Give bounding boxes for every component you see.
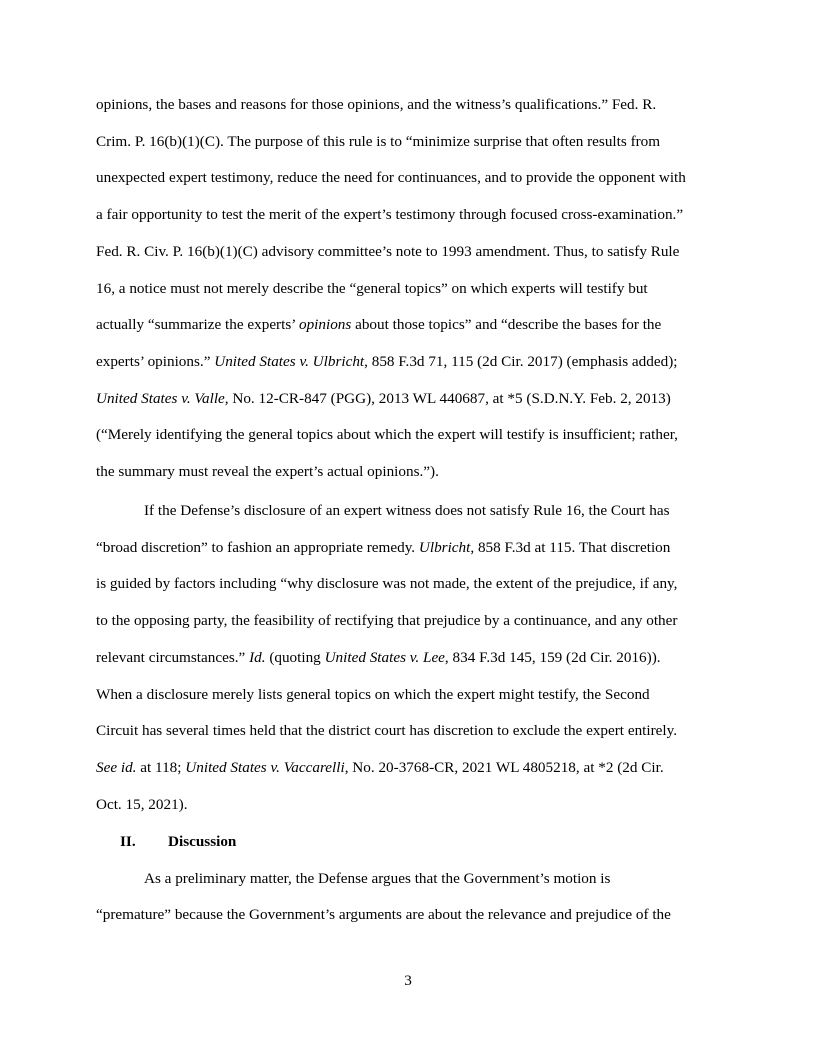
text-line (96, 575, 677, 593)
text-run: is guided by factors including “why disclosure was not made, the extent of the prejudice, if any, (96, 575, 678, 592)
italic-citation: Id. (249, 649, 266, 666)
text-line (96, 796, 188, 814)
text-line (144, 502, 670, 520)
text-line (96, 96, 656, 114)
text-line (96, 243, 679, 261)
text-run: unexpected expert testimony, reduce the need for continuances, and to provide the opponent with (96, 169, 686, 186)
text-line (96, 539, 670, 557)
text-run: 16, a notice must not merely describe the “general topics” on which experts will testify but (96, 280, 648, 297)
text-run: experts’ opinions.” (96, 353, 215, 370)
text-run: , No. 12-CR-847 (PGG), 2013 WL 440687, at *5 (S.D.N.Y. Feb. 2, 2013) (224, 390, 671, 407)
text-run: Fed. R. Civ. P. 16(b)(1)(C) advisory committee’s note to 1993 amendment. Thus, to satisfy Rule (96, 243, 680, 260)
text-line (96, 169, 686, 187)
italic-citation: Ulbricht (418, 539, 471, 556)
text-run: As a preliminary matter, the Defense argues that the Government’s motion is (144, 870, 611, 887)
text-run: about those topics” and “describe the bases for the (351, 316, 662, 333)
text-run: (quoting (265, 649, 325, 666)
text-line (96, 353, 677, 371)
text-run: Crim. P. 16(b)(1)(C). The purpose of this rule is to “minimize surprise that often results from (96, 133, 661, 150)
text-run: “premature” because the Government’s arguments are about the relevance and prejudice of the (96, 906, 671, 923)
italic-citation: United States v. Valle (96, 390, 225, 407)
section-number: II. (120, 833, 136, 850)
text-line (96, 280, 648, 298)
text-run: (“Merely identifying the general topics about which the expert will testify is insufficient; rather, (96, 426, 678, 443)
text-line (144, 870, 610, 888)
italic-citation: United States v. Vaccarelli (185, 759, 345, 776)
italic-citation: See id. (96, 759, 137, 776)
text-run: When a disclosure merely lists general topics on which the expert might testify, the Second (96, 686, 650, 703)
text-run: a fair opportunity to test the merit of the expert’s testimony through focused cross-examination.” (96, 206, 684, 223)
text-run: the summary must reveal the expert’s actual opinions.”). (96, 463, 439, 480)
text-line (96, 906, 671, 924)
text-run: If the Defense’s disclosure of an expert witness does not satisfy Rule 16, the Court has (144, 502, 670, 519)
text-run: at 118; (136, 759, 186, 776)
text-line (96, 426, 678, 444)
section-title: Discussion (168, 833, 237, 850)
text-line (96, 759, 664, 777)
text-run: Circuit has several times held that the district court has discretion to exclude the expert entirely. (96, 722, 678, 739)
italic-citation: United States v. Lee (324, 649, 445, 666)
text-run: Oct. 15, 2021). (96, 796, 188, 813)
text-run: relevant circumstances.” (96, 649, 250, 666)
text-run: actually “summarize the experts’ (96, 316, 299, 333)
text-run: , 858 F.3d 71, 115 (2d Cir. 2017) (emphasis added); (364, 353, 678, 370)
text-run: , 834 F.3d 145, 159 (2d Cir. 2016)). (444, 649, 661, 666)
text-run: “broad discretion” to fashion an appropriate remedy. (96, 539, 419, 556)
italic-citation: opinions (298, 316, 352, 333)
text-line (96, 686, 650, 704)
text-line (96, 649, 661, 667)
text-run: to the opposing party, the feasibility of rectifying that prejudice by a continuance, and any other (96, 612, 678, 629)
text-line (96, 133, 660, 151)
text-line (96, 722, 677, 740)
text-run: , 858 F.3d at 115. That discretion (470, 539, 671, 556)
text-line (96, 206, 683, 224)
page-number: 3 (404, 972, 412, 989)
text-line (96, 390, 671, 408)
text-line (96, 612, 677, 630)
text-run: , No. 20-3768-CR, 2021 WL 4805218, at *2 (2d Cir. (344, 759, 664, 776)
text-run: opinions, the bases and reasons for those opinions, and the witness’s qualifications.” Fed. R. (96, 96, 657, 113)
text-line (96, 463, 439, 481)
italic-citation: United States v. Ulbricht (214, 353, 365, 370)
text-line (96, 316, 661, 334)
